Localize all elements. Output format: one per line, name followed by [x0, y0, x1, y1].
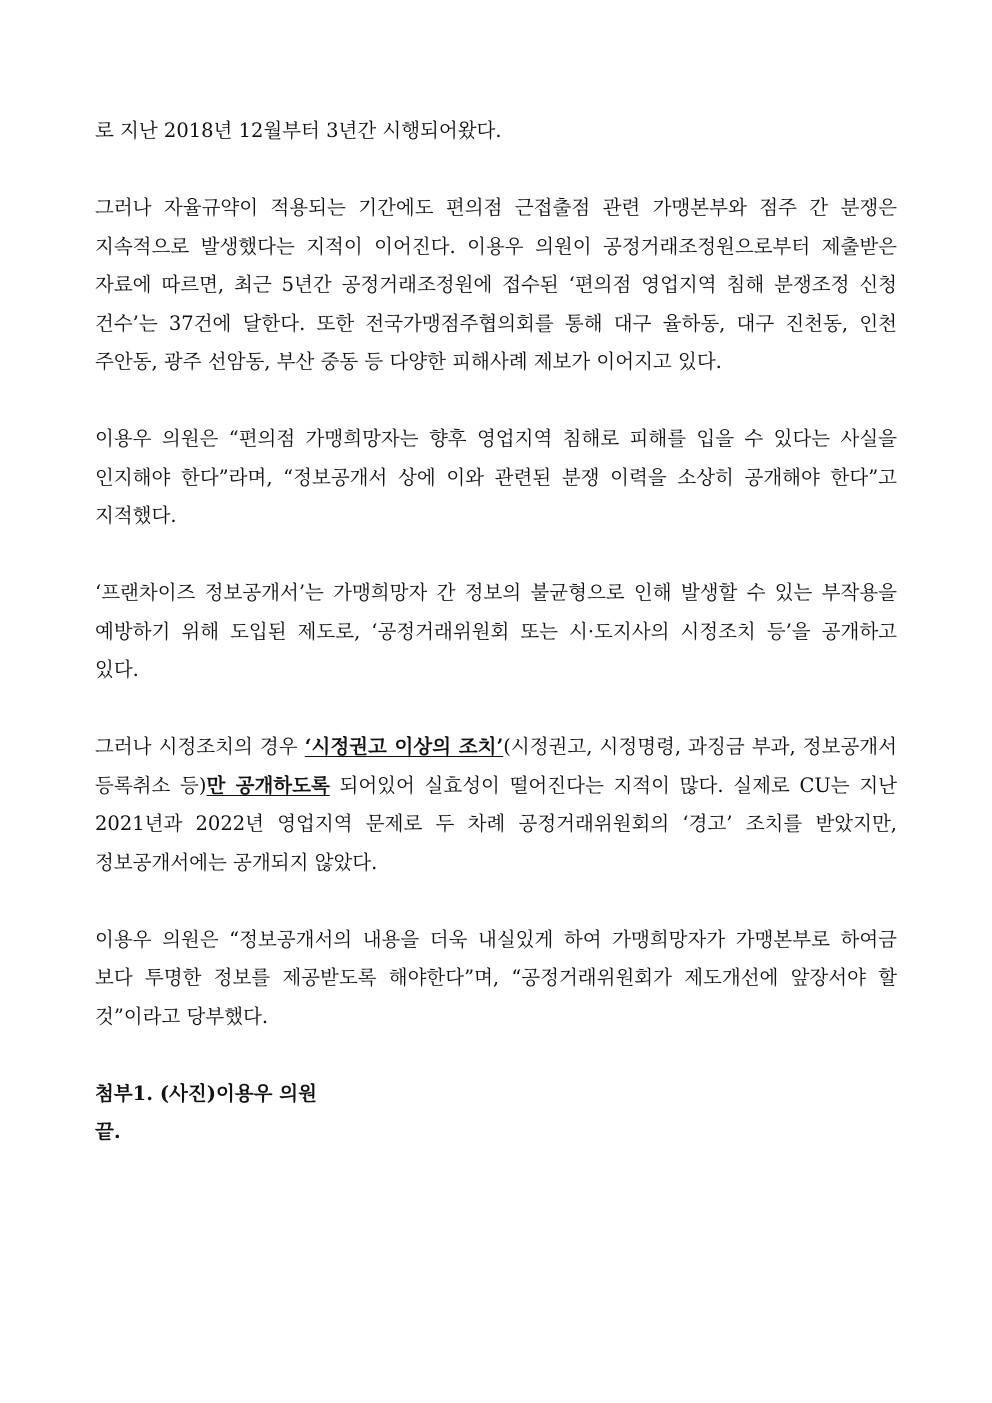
paragraph-corrective-measures [95, 728, 897, 882]
corrective-emphasis-1: ‘시정권고 이상의 조치’ [304, 735, 504, 758]
document-body [95, 112, 897, 1152]
paragraph-lawmaker-quote-2: 이용우 의원은 “정보공개서의 내용을 더욱 내실있게 하여 가맹희망자가 가맹본부로 하여금 보다 투명한 정보를 제공받도록 해야한다”며, “공정거래위원회가 제도개선에 앞장서야 할 것”이라고 당부했다. [95, 927, 897, 1028]
corrective-text-3: 되어있어 실효성이 떨어진다는 지적이 많다. 실제로 CU는 지난 2021년과 2022년 영업지역 문제로 두 차례 공정거래위원회의 ‘경고’ 조치를 받았지만, 정보공개서에는 공개되지 않았다. [95, 773, 898, 874]
corrective-text-2: (시정권고, 시정명령, 과징금 부과, 정보공개서 등록취소 등) [95, 735, 897, 797]
paragraph-lawmaker-quote-1: 이용우 의원은 “편의점 가맹희망자는 향후 영업지역 침해로 피해를 입을 수 있다는 사실을 인지해야 한다”라며, “정보공개서 상에 이와 관련된 분쟁 이력을 소상히 공개해야 한다”고 지적했다. [95, 427, 897, 527]
corrective-text-1: 그러나 시정조치의 경우 [95, 735, 305, 758]
paragraph-intro-continuation: 로 지난 2018년 12월부터 3년간 시행되어왔다. [95, 119, 502, 142]
end-mark: 끝. [95, 1120, 121, 1143]
paragraph-franchise-disclosure: ‘프랜차이즈 정보공개서’는 가맹희망자 간 정보의 불균형으로 인해 발생할 수 있는 부작용을 예방하기 위해 도입된 제도로, ‘공정거래위원회 또는 시·도지사의 시정조치 등’을 공개하고 있다. [95, 581, 897, 681]
attachment-note: 첨부1. (사진)이용우 의원 [95, 1081, 317, 1105]
paragraph-dispute-cases: 그러나 자율규약이 적용되는 기간에도 편의점 근접출점 관련 가맹본부와 점주 간 분쟁은 지속적으로 발생했다는 지적이 이어진다. 이용우 의원이 공정거래조정원으로부터 제출받은 자료에 따르면, 최근 5년간 공정거래조정원에 접수된 ‘편의점 영업지역 침해 분쟁조정 신청 건수’는 37건에 달한다. 또한 전국가맹점주협의회를 통해 대구 율하동, 대구 진천동, 인천 주안동, 광주 선암동, 부산 중동 등 다양한 피해사례 제보가 이어지고 있다. [95, 196, 897, 373]
corrective-emphasis-2: 만 공개하도록 [206, 773, 330, 797]
